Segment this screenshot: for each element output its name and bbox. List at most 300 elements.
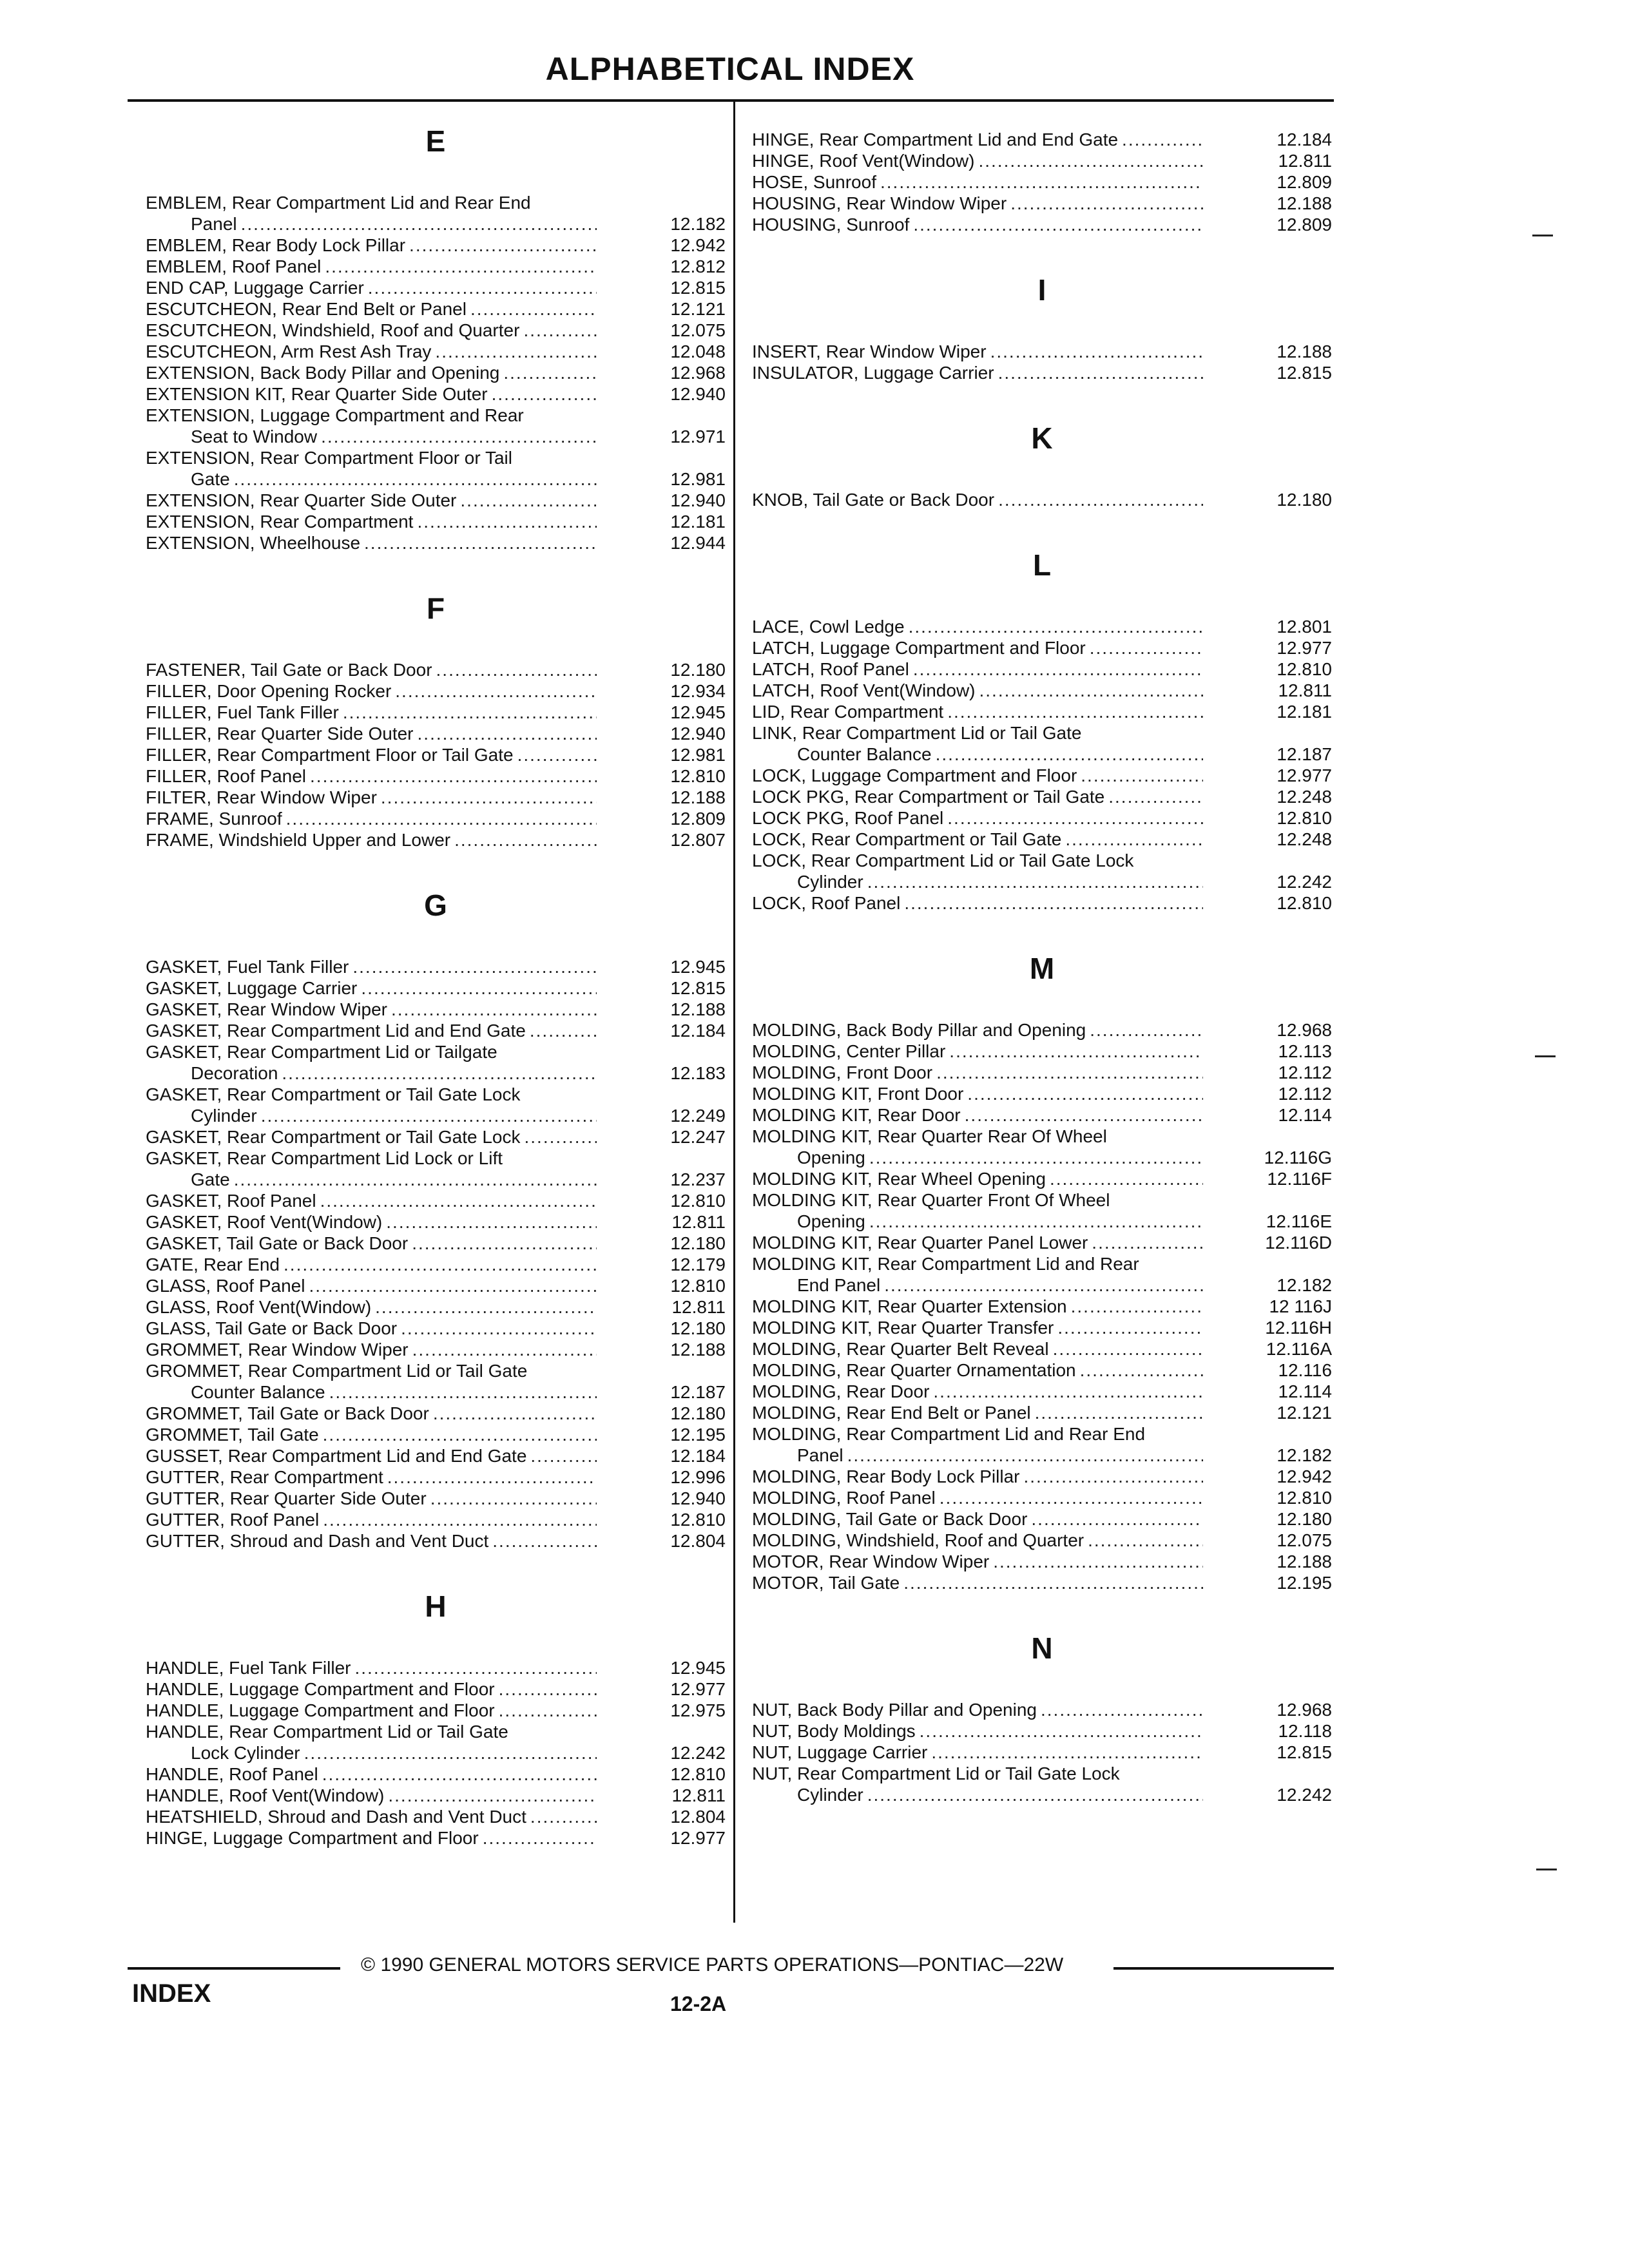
page-reference: 12.809	[1277, 215, 1332, 235]
page-reference: 12.815	[1277, 363, 1332, 383]
entry-text: MOLDING KIT, Rear Quarter Front Of Wheel	[752, 1190, 1110, 1210]
index-entry	[146, 532, 726, 553]
page-reference: 12.188	[670, 787, 726, 807]
leader-dots	[391, 680, 597, 702]
page-reference: 12.940	[670, 490, 726, 510]
entry-text: LATCH, Roof Panel	[752, 659, 909, 679]
index-entry	[146, 298, 726, 320]
index-entry	[146, 1657, 726, 1678]
page-reference: 12.121	[1277, 1403, 1332, 1423]
page-reference: 12.249	[670, 1106, 726, 1126]
index-entry	[146, 680, 726, 702]
leader-dots	[963, 1083, 1203, 1104]
section-letter: H	[425, 1590, 447, 1623]
index-entry	[752, 829, 1332, 850]
leader-dots	[432, 659, 597, 680]
index-entry	[146, 744, 726, 765]
leader-dots	[1088, 1232, 1203, 1253]
entry-text: HANDLE, Fuel Tank Filler	[146, 1658, 351, 1678]
section-letter: M	[1029, 952, 1055, 985]
entry-text: HINGE, Roof Vent(Window)	[752, 151, 975, 171]
entry-text: HANDLE, Roof Panel	[146, 1764, 318, 1784]
entry-text: EXTENSION, Back Body Pillar and Opening	[146, 363, 500, 383]
leader-dots	[306, 765, 597, 787]
leader-dots	[316, 1190, 597, 1211]
entry-text: GUTTER, Shroud and Dash and Vent Duct	[146, 1531, 489, 1551]
leader-dots	[488, 383, 597, 405]
entry-text: MOLDING KIT, Rear Quarter Transfer	[752, 1318, 1054, 1338]
page-reference: 12.116A	[1266, 1339, 1332, 1359]
page-reference: 12.810	[670, 1764, 726, 1784]
leader-dots	[863, 871, 1203, 892]
leader-dots	[230, 1169, 597, 1190]
page-reference: 12.180	[670, 1403, 726, 1423]
index-entry	[146, 1296, 726, 1318]
entry-text: GASKET, Tail Gate or Back Door	[146, 1233, 409, 1253]
index-entry	[146, 277, 726, 298]
entry-text: GASKET, Rear Compartment Lid and End Gate	[146, 1021, 526, 1041]
page-reference: 12.180	[670, 660, 726, 680]
entry-text: MOTOR, Rear Window Wiper	[752, 1552, 990, 1571]
leader-dots	[318, 1763, 597, 1785]
leader-dots	[257, 1105, 597, 1126]
entry-text: LATCH, Roof Vent(Window)	[752, 680, 976, 700]
index-entry	[146, 1254, 726, 1275]
entry-text: FILLER, Door Opening Rocker	[146, 681, 392, 701]
index-entry	[146, 1360, 726, 1403]
entry-text: EMBLEM, Rear Compartment Lid and Rear End	[146, 193, 531, 213]
index-entry	[752, 807, 1332, 829]
page-reference: 12.996	[670, 1467, 726, 1487]
page-reference: 12.116	[1278, 1360, 1332, 1380]
page-reference: 12.811	[671, 1297, 726, 1317]
index-entry	[146, 405, 726, 447]
entry-text: MOLDING, Rear Quarter Ornamentation	[752, 1360, 1076, 1380]
leader-dots	[974, 150, 1203, 171]
section-letter: F	[426, 591, 445, 625]
page-reference: 12.116D	[1265, 1233, 1332, 1253]
entry-text: LOCK PKG, Rear Compartment or Tail Gate	[752, 787, 1105, 807]
page-reference: 12.807	[670, 830, 726, 850]
leader-dots	[409, 1339, 597, 1360]
section-letter: L	[1032, 548, 1052, 582]
index-entry	[752, 1126, 1332, 1168]
index-entry	[752, 129, 1332, 150]
entry-text: GUTTER, Rear Compartment	[146, 1467, 383, 1487]
page-reference: 12.180	[1277, 1509, 1332, 1529]
entry-text: GROMMET, Rear Window Wiper	[146, 1340, 409, 1360]
leader-dots	[1086, 1019, 1203, 1041]
entry-text: FRAME, Windshield Upper and Lower	[146, 830, 451, 850]
entry-text: NUT, Back Body Pillar and Opening	[752, 1700, 1037, 1720]
leader-dots	[237, 213, 597, 235]
entry-text: FASTENER, Tail Gate or Back Door	[146, 660, 432, 680]
index-entry	[146, 1445, 726, 1466]
leader-dots	[1054, 1317, 1203, 1338]
entry-text: Seat to Window	[191, 427, 318, 447]
leader-dots	[943, 807, 1203, 829]
leader-dots	[1019, 1466, 1203, 1487]
entry-text: MOLDING KIT, Rear Quarter Panel Lower	[752, 1233, 1088, 1253]
index-entry	[752, 193, 1332, 214]
index-entry	[146, 1148, 726, 1190]
entry-text: LATCH, Luggage Compartment and Floor	[752, 638, 1086, 658]
index-entry	[752, 1508, 1332, 1530]
entry-text: Opening	[797, 1211, 865, 1231]
index-entry	[146, 1678, 726, 1700]
index-entry	[146, 1785, 726, 1806]
entry-text: NUT, Luggage Carrier	[752, 1742, 928, 1762]
entry-text: FILTER, Rear Window Wiper	[146, 787, 377, 807]
index-entry	[752, 1296, 1332, 1317]
index-entry	[146, 1190, 726, 1211]
entry-text: INSERT, Rear Window Wiper	[752, 341, 987, 361]
leader-dots	[351, 1657, 597, 1678]
index-entry	[752, 1466, 1332, 1487]
page-reference: 12.968	[1277, 1020, 1332, 1040]
entry-text: GATE, Rear End	[146, 1254, 280, 1274]
entry-text: GUTTER, Rear Quarter Side Outer	[146, 1488, 427, 1508]
index-entry	[146, 1318, 726, 1339]
column-divider	[733, 99, 735, 1923]
entry-text: MOLDING KIT, Rear Compartment Lid and Rear	[752, 1254, 1139, 1274]
page-reference: 12.248	[1277, 829, 1332, 849]
leader-dots	[909, 658, 1203, 680]
index-entry	[752, 1742, 1332, 1763]
leader-dots	[1104, 786, 1203, 807]
leader-dots	[488, 1530, 597, 1552]
index-entry	[146, 1827, 726, 1849]
index-entry	[752, 1317, 1332, 1338]
entry-text: HINGE, Rear Compartment Lid and End Gate	[752, 130, 1119, 149]
index-entry	[146, 1041, 726, 1084]
leader-dots	[377, 787, 597, 808]
index-entry	[146, 1721, 726, 1763]
leader-dots	[1037, 1699, 1203, 1720]
page-reference: 12.811	[671, 1785, 726, 1805]
entry-text: MOLDING, Rear Door	[752, 1381, 930, 1401]
page-reference: 12.188	[1277, 193, 1332, 213]
leader-dots	[413, 511, 597, 532]
page-reference: 12.945	[670, 1658, 726, 1678]
leader-dots	[387, 999, 597, 1020]
page-reference: 12.114	[1278, 1105, 1332, 1125]
entry-text: HOSE, Sunroof	[752, 172, 876, 192]
entry-text: HEATSHIELD, Shroud and Dash and Vent Duct	[146, 1807, 526, 1827]
page-reference: 12.975	[670, 1700, 726, 1720]
leader-dots	[927, 1742, 1203, 1763]
index-entry	[752, 150, 1332, 171]
page-reference: 12.809	[1277, 172, 1332, 192]
page-reference: 12.971	[670, 427, 726, 447]
entry-text: Gate	[191, 469, 230, 489]
leader-dots	[1077, 765, 1203, 786]
entry-text: Opening	[797, 1148, 865, 1168]
index-entry	[146, 1700, 726, 1721]
index-entry	[146, 1530, 726, 1552]
entry-text: HANDLE, Luggage Compartment and Floor	[146, 1700, 495, 1720]
page-reference: 12.121	[670, 299, 726, 319]
entry-text: Counter Balance	[797, 744, 932, 764]
leader-dots	[863, 1784, 1203, 1805]
leader-dots	[1061, 829, 1203, 850]
index-entry	[752, 680, 1332, 701]
index-entry	[752, 362, 1332, 383]
page-reference: 12.968	[670, 363, 726, 383]
page-reference: 12.977	[670, 1679, 726, 1699]
entry-text: Counter Balance	[191, 1382, 325, 1402]
page-reference: 12.812	[670, 256, 726, 276]
entry-text: GROMMET, Tail Gate or Back Door	[146, 1403, 429, 1423]
page-reference: 12.810	[670, 1276, 726, 1296]
leader-dots	[943, 701, 1203, 722]
leader-dots	[929, 1381, 1203, 1402]
leader-dots	[900, 892, 1203, 914]
page-reference: 12.181	[1277, 702, 1332, 722]
page-reference: 12.810	[1277, 808, 1332, 828]
leader-dots	[1027, 1508, 1203, 1530]
leader-dots	[1067, 1296, 1203, 1317]
index-column-right	[752, 129, 1332, 1805]
leader-dots	[932, 1062, 1203, 1083]
index-entry	[146, 1403, 726, 1424]
page-reference: 12.801	[1277, 617, 1332, 637]
leader-dots	[383, 1466, 597, 1488]
entry-text: LID, Rear Compartment	[752, 702, 944, 722]
leader-dots	[1046, 1168, 1203, 1189]
entry-text: EXTENSION, Rear Compartment Floor or Tail	[146, 448, 512, 468]
entry-text: MOLDING, Center Pillar	[752, 1041, 946, 1061]
entry-text: MOLDING, Roof Panel	[752, 1488, 936, 1508]
entry-text: GASKET, Rear Compartment or Tail Gate Lock	[146, 1084, 521, 1104]
index-entry	[146, 1763, 726, 1785]
page-reference: 12.075	[1277, 1530, 1332, 1550]
page-reference: 12.187	[670, 1382, 726, 1402]
leader-dots	[909, 214, 1203, 235]
entry-text: EXTENSION, Rear Compartment	[146, 512, 414, 532]
page-reference: 12.247	[670, 1127, 726, 1147]
page-reference: 12.114	[1278, 1381, 1332, 1401]
index-entry	[146, 999, 726, 1020]
index-entry	[752, 637, 1332, 658]
page-reference: 12.940	[670, 1488, 726, 1508]
index-entry	[752, 1253, 1332, 1296]
leader-dots	[1007, 193, 1203, 214]
index-entry	[146, 1339, 726, 1360]
entry-text: Cylinder	[797, 872, 863, 892]
entry-text: MOLDING KIT, Rear Wheel Opening	[752, 1169, 1046, 1189]
entry-text: HINGE, Luggage Compartment and Floor	[146, 1828, 479, 1848]
page-reference: 12.183	[670, 1063, 726, 1083]
entry-text: HANDLE, Roof Vent(Window)	[146, 1785, 385, 1805]
entry-text: LOCK, Rear Compartment or Tail Gate	[752, 829, 1062, 849]
leader-dots	[305, 1275, 597, 1296]
entry-text: INSULATOR, Luggage Carrier	[752, 363, 994, 383]
leader-dots	[499, 362, 597, 383]
index-entry	[752, 850, 1332, 892]
index-entry	[752, 1402, 1332, 1423]
index-entry	[146, 829, 726, 850]
entry-text: GASKET, Rear Compartment Lid or Tailgate	[146, 1042, 497, 1062]
section-letter: I	[1037, 273, 1046, 307]
footer-rule-right	[1113, 1967, 1334, 1970]
page-reference: 12.048	[670, 341, 726, 361]
page-reference: 12.188	[670, 999, 726, 1019]
leader-dots	[427, 1488, 597, 1509]
leader-dots	[976, 680, 1204, 701]
entry-text: MOLDING KIT, Rear Quarter Extension	[752, 1296, 1067, 1316]
page-reference: 12.944	[670, 533, 726, 553]
entry-text: LOCK, Luggage Compartment and Floor	[752, 765, 1077, 785]
leader-dots	[1049, 1338, 1203, 1360]
page-reference: 12.810	[1277, 893, 1332, 913]
page-reference: 12.181	[670, 512, 726, 532]
page-reference: 12.112	[1278, 1062, 1332, 1082]
index-entry	[146, 320, 726, 341]
entry-text: LOCK, Rear Compartment Lid or Tail Gate Lock	[752, 850, 1134, 870]
entry-text: Cylinder	[191, 1106, 257, 1126]
page-reference: 12.075	[670, 320, 726, 340]
entry-text: MOLDING, Rear Body Lock Pillar	[752, 1466, 1020, 1486]
page-reference: 12.942	[1277, 1466, 1332, 1486]
index-entry	[752, 1720, 1332, 1742]
index-entry	[146, 702, 726, 723]
leader-dots	[843, 1445, 1203, 1466]
page-reference: 12.188	[670, 1340, 726, 1360]
page-reference: 12.810	[1277, 659, 1332, 679]
leader-dots	[880, 1274, 1203, 1296]
page-reference: 12.242	[1277, 1785, 1332, 1805]
index-entry	[752, 489, 1332, 510]
entry-text: FILLER, Rear Compartment Floor or Tail Gate	[146, 745, 514, 765]
page-reference: 12.934	[670, 681, 726, 701]
page-reference: 12.804	[670, 1807, 726, 1827]
index-entry	[146, 192, 726, 235]
footer-page-number: 12-2A	[670, 1992, 727, 2015]
page-reference: 12.116F	[1267, 1169, 1332, 1189]
entry-text: GROMMET, Rear Compartment Lid or Tail Gate	[146, 1361, 528, 1381]
page-reference: 12.188	[1277, 341, 1332, 361]
leader-dots	[405, 235, 597, 256]
entry-text: ESCUTCHEON, Rear End Belt or Panel	[146, 299, 467, 319]
leader-dots	[519, 320, 597, 341]
index-entry	[146, 1275, 726, 1296]
margin-tick-mark	[1535, 1055, 1556, 1057]
leader-dots	[994, 489, 1203, 510]
entry-text: MOLDING, Rear End Belt or Panel	[752, 1403, 1031, 1423]
page-reference: 12.182	[1277, 1445, 1332, 1465]
leader-dots	[431, 341, 597, 362]
page-reference: 12.180	[670, 1318, 726, 1338]
page-reference: 12.184	[670, 1021, 726, 1041]
entry-text: GLASS, Roof Vent(Window)	[146, 1297, 372, 1317]
leader-dots	[384, 1785, 597, 1806]
entry-text: MOLDING, Windshield, Roof and Quarter	[752, 1530, 1084, 1550]
leader-dots	[467, 298, 597, 320]
entry-text: Cylinder	[797, 1785, 863, 1805]
page-reference: 12.112	[1278, 1084, 1332, 1104]
index-entry	[146, 659, 726, 680]
footer-copyright: © 1990 GENERAL MOTORS SERVICE PARTS OPERATIONS—PONTIAC—22W	[361, 1954, 1064, 1975]
entry-text: Gate	[191, 1169, 230, 1189]
section-letter: E	[425, 124, 446, 158]
leader-dots	[945, 1041, 1203, 1062]
leader-dots	[408, 1233, 597, 1254]
entry-text: LOCK PKG, Roof Panel	[752, 808, 944, 828]
index-entry	[146, 1466, 726, 1488]
page-reference: 12.977	[1277, 638, 1332, 658]
page-reference: 12.811	[1278, 151, 1332, 171]
page-reference: 12.815	[670, 278, 726, 298]
leader-dots	[280, 1254, 597, 1275]
page-reference: 12 116J	[1269, 1296, 1332, 1316]
page-reference: 12.810	[670, 766, 726, 786]
index-entry	[146, 723, 726, 744]
leader-dots	[865, 1211, 1203, 1232]
index-entry	[146, 765, 726, 787]
page-reference: 12.945	[670, 957, 726, 977]
leader-dots	[1076, 1360, 1203, 1381]
page-reference: 12.116G	[1264, 1148, 1332, 1168]
leader-dots	[526, 1806, 597, 1827]
entry-text: END CAP, Luggage Carrier	[146, 278, 364, 298]
entry-text: GASKET, Roof Panel	[146, 1191, 316, 1211]
entry-text: Lock Cylinder	[191, 1743, 300, 1763]
entry-text: MOLDING, Tail Gate or Back Door	[752, 1509, 1028, 1529]
entry-text: FILLER, Fuel Tank Filler	[146, 702, 339, 722]
entry-text: EXTENSION, Rear Quarter Side Outer	[146, 490, 457, 510]
leader-dots	[989, 1551, 1203, 1572]
index-entry	[752, 1699, 1332, 1720]
entry-text: GASKET, Roof Vent(Window)	[146, 1212, 383, 1232]
leader-dots	[876, 171, 1203, 193]
index-entry	[752, 1487, 1332, 1508]
leader-dots	[450, 829, 597, 850]
index-entry	[146, 977, 726, 999]
entry-text: GASKET, Luggage Carrier	[146, 978, 358, 998]
leader-dots	[514, 744, 597, 765]
index-entry	[752, 1104, 1332, 1126]
entry-text: ESCUTCHEON, Windshield, Roof and Quarter	[146, 320, 520, 340]
index-entry	[752, 722, 1332, 765]
entry-text: HOUSING, Rear Window Wiper	[752, 193, 1007, 213]
page-reference: 12.940	[670, 724, 726, 744]
leader-dots	[479, 1827, 597, 1849]
page-reference: 12.810	[670, 1191, 726, 1211]
index-entry	[752, 658, 1332, 680]
entry-text: GUTTER, Roof Panel	[146, 1510, 320, 1530]
index-entry	[146, 1084, 726, 1126]
margin-tick-mark	[1532, 235, 1553, 236]
index-entry	[752, 1360, 1332, 1381]
page-title: ALPHABETICAL INDEX	[545, 51, 915, 87]
entry-text: GASKET, Rear Compartment or Tail Gate Lock	[146, 1127, 521, 1147]
page-reference: 12.118	[1278, 1721, 1332, 1741]
page-reference: 12.182	[1277, 1275, 1332, 1295]
leader-dots	[429, 1403, 597, 1424]
leader-dots	[905, 616, 1203, 637]
page-reference: 12.180	[1277, 490, 1332, 510]
entry-text: GUSSET, Rear Compartment Lid and End Gate	[146, 1446, 527, 1466]
index-entry	[146, 1211, 726, 1233]
entry-text: MOLDING KIT, Rear Door	[752, 1105, 961, 1125]
entry-text: MOLDING, Front Door	[752, 1062, 933, 1082]
index-entry	[752, 1041, 1332, 1062]
entry-text: HANDLE, Rear Compartment Lid or Tail Gate	[146, 1722, 508, 1742]
leader-dots	[364, 277, 597, 298]
index-entry	[752, 616, 1332, 637]
index-entry	[752, 1338, 1332, 1360]
